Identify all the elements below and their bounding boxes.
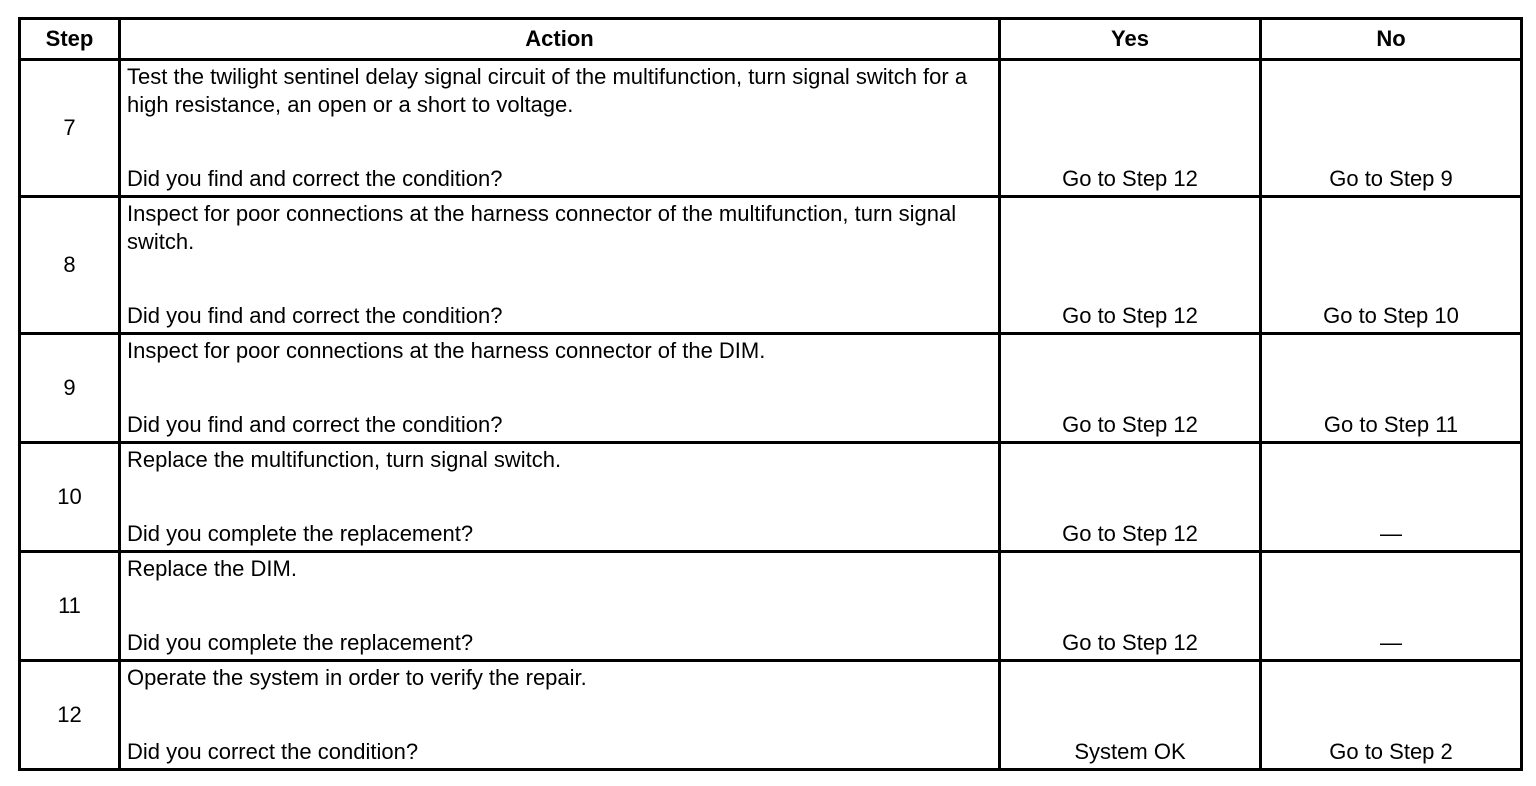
action-instruction: Operate the system in order to verify the repair.	[127, 665, 587, 690]
no-result: Go to Step 11	[1261, 334, 1522, 443]
no-result: —	[1261, 552, 1522, 661]
header-step: Step	[20, 19, 120, 60]
no-result: Go to Step 2	[1261, 661, 1522, 770]
action-cell	[120, 197, 1000, 334]
step-number: 7	[20, 60, 120, 197]
step-number: 8	[20, 197, 120, 334]
table-row	[20, 443, 1522, 552]
action-cell	[120, 661, 1000, 770]
action-question: Did you find and correct the condition?	[127, 303, 503, 328]
action-cell	[120, 443, 1000, 552]
no-result: —	[1261, 443, 1522, 552]
header-action: Action	[120, 19, 1000, 60]
yes-result: System OK	[1000, 661, 1261, 770]
action-question: Did you complete the replacement?	[127, 521, 474, 546]
step-number: 12	[20, 661, 120, 770]
table-row	[20, 60, 1522, 197]
action-instruction: Replace the multifunction, turn signal switch.	[127, 447, 562, 472]
table-header-row	[20, 19, 1522, 60]
action-cell	[120, 334, 1000, 443]
header-yes: Yes	[1000, 19, 1261, 60]
action-instruction: Test the twilight sentinel delay signal circuit of the multifunction, turn signal switch for a high resistance, an open or a short to voltage.	[127, 64, 968, 117]
no-result: Go to Step 9	[1261, 60, 1522, 197]
action-instruction: Replace the DIM.	[127, 556, 297, 581]
table-row	[20, 661, 1522, 770]
step-number: 11	[20, 552, 120, 661]
yes-result: Go to Step 12	[1000, 197, 1261, 334]
action-question: Did you find and correct the condition?	[127, 412, 503, 437]
header-no: No	[1261, 19, 1522, 60]
action-question: Did you correct the condition?	[127, 739, 419, 764]
no-result: Go to Step 10	[1261, 197, 1522, 334]
action-question: Did you complete the replacement?	[127, 630, 474, 655]
yes-result: Go to Step 12	[1000, 60, 1261, 197]
step-number: 9	[20, 334, 120, 443]
action-cell	[120, 60, 1000, 197]
table-row	[20, 197, 1522, 334]
yes-result: Go to Step 12	[1000, 443, 1261, 552]
table-row	[20, 334, 1522, 443]
yes-result: Go to Step 12	[1000, 334, 1261, 443]
diagnostic-table	[18, 17, 1523, 771]
action-instruction: Inspect for poor connections at the harness connector of the multifunction, turn signal switch.	[127, 201, 957, 254]
step-number: 10	[20, 443, 120, 552]
table-row	[20, 552, 1522, 661]
yes-result: Go to Step 12	[1000, 552, 1261, 661]
action-question: Did you find and correct the condition?	[127, 166, 503, 191]
action-instruction: Inspect for poor connections at the harness connector of the DIM.	[127, 338, 766, 363]
action-cell	[120, 552, 1000, 661]
